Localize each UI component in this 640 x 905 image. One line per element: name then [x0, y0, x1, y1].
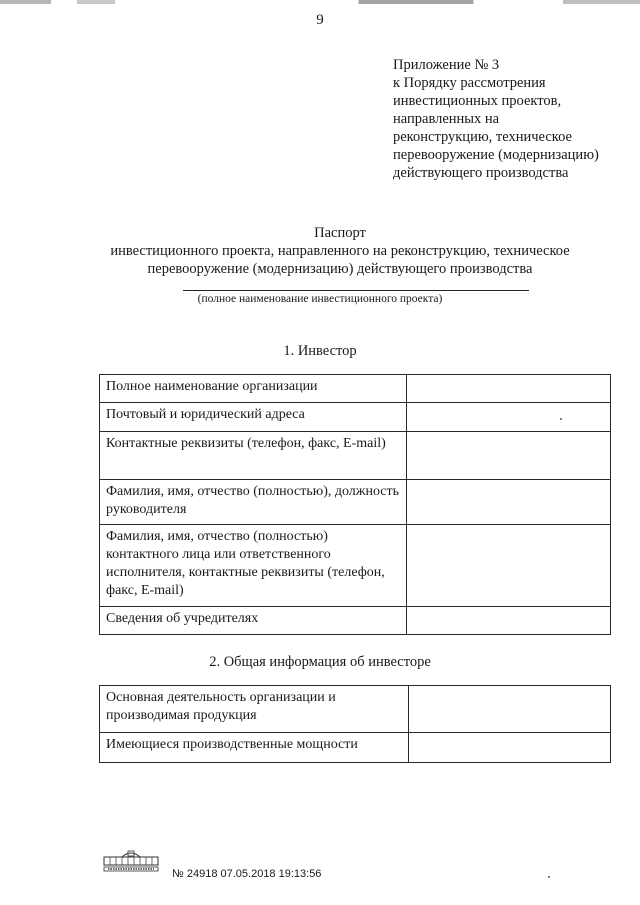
row-label: Фамилия, имя, отчество (полностью) контактного лица или ответственного исполнителя, контактные реквизиты (телефон, факс, E-mail)	[100, 525, 407, 607]
row-label: Контактные реквизиты (телефон, факс, E-mail)	[100, 432, 407, 480]
row-label: Почтовый и юридический адреса	[100, 403, 407, 432]
row-value-cell[interactable]	[409, 686, 611, 733]
table-row	[100, 733, 611, 763]
row-value-cell[interactable]	[407, 375, 611, 403]
table-row	[100, 686, 611, 733]
appendix-block	[393, 56, 633, 182]
page-number: 9	[316, 12, 324, 28]
passport-title	[60, 224, 620, 278]
appendix-line: действующего производства	[393, 165, 569, 181]
section-title-investor: 1. Инвестор	[283, 343, 357, 359]
table-row	[100, 607, 611, 635]
investor-table	[99, 374, 611, 635]
row-label: Имеющиеся производственные мощности	[100, 733, 409, 763]
table-row	[100, 375, 611, 403]
appendix-line: реконструкцию, техническое	[393, 129, 572, 145]
row-label: Фамилия, имя, отчество (полностью), должность руководителя	[100, 480, 407, 525]
table-row	[100, 525, 611, 607]
row-label: Сведения об учредителях	[100, 607, 407, 635]
row-value-cell[interactable]	[407, 480, 611, 525]
section-title-general-info: 2. Общая информация об инвесторе	[209, 654, 431, 670]
table-row	[100, 480, 611, 525]
appendix-line: Приложение № 3	[393, 57, 500, 73]
row-label: Полное наименование организации	[100, 375, 407, 403]
row-label: Основная деятельность организации и производимая продукция	[100, 686, 409, 733]
row-value-cell[interactable]	[409, 733, 611, 763]
project-name-caption: (полное наименование инвестиционного проекта)	[197, 293, 443, 305]
row-value-cell[interactable]	[407, 607, 611, 635]
appendix-line: к Порядку рассмотрения	[393, 75, 546, 91]
appendix-line: перевооружение (модернизацию)	[393, 147, 599, 163]
passport-subtitle-line: инвестиционного проекта, направленного на реконструкцию, техническое	[110, 243, 570, 259]
appendix-line: направленных на	[393, 111, 500, 127]
table-row	[100, 403, 611, 432]
table-row	[100, 432, 611, 480]
registry-stamp-icon	[102, 848, 160, 874]
scan-speck	[560, 418, 562, 420]
row-value-cell[interactable]	[407, 403, 611, 432]
general-info-table	[99, 685, 611, 763]
row-value-cell[interactable]	[407, 432, 611, 480]
passport-heading: Паспорт	[314, 225, 366, 241]
row-value-cell[interactable]	[407, 525, 611, 607]
scan-speck	[548, 876, 550, 878]
appendix-line: инвестиционных проектов,	[393, 93, 562, 109]
scan-edge-artifact	[0, 0, 640, 4]
project-name-line[interactable]	[183, 290, 529, 291]
document-registration-number: № 24918 07.05.2018 19:13:56	[172, 868, 322, 880]
passport-subtitle-line: перевооружение (модернизацию) действующего производства	[147, 261, 533, 277]
